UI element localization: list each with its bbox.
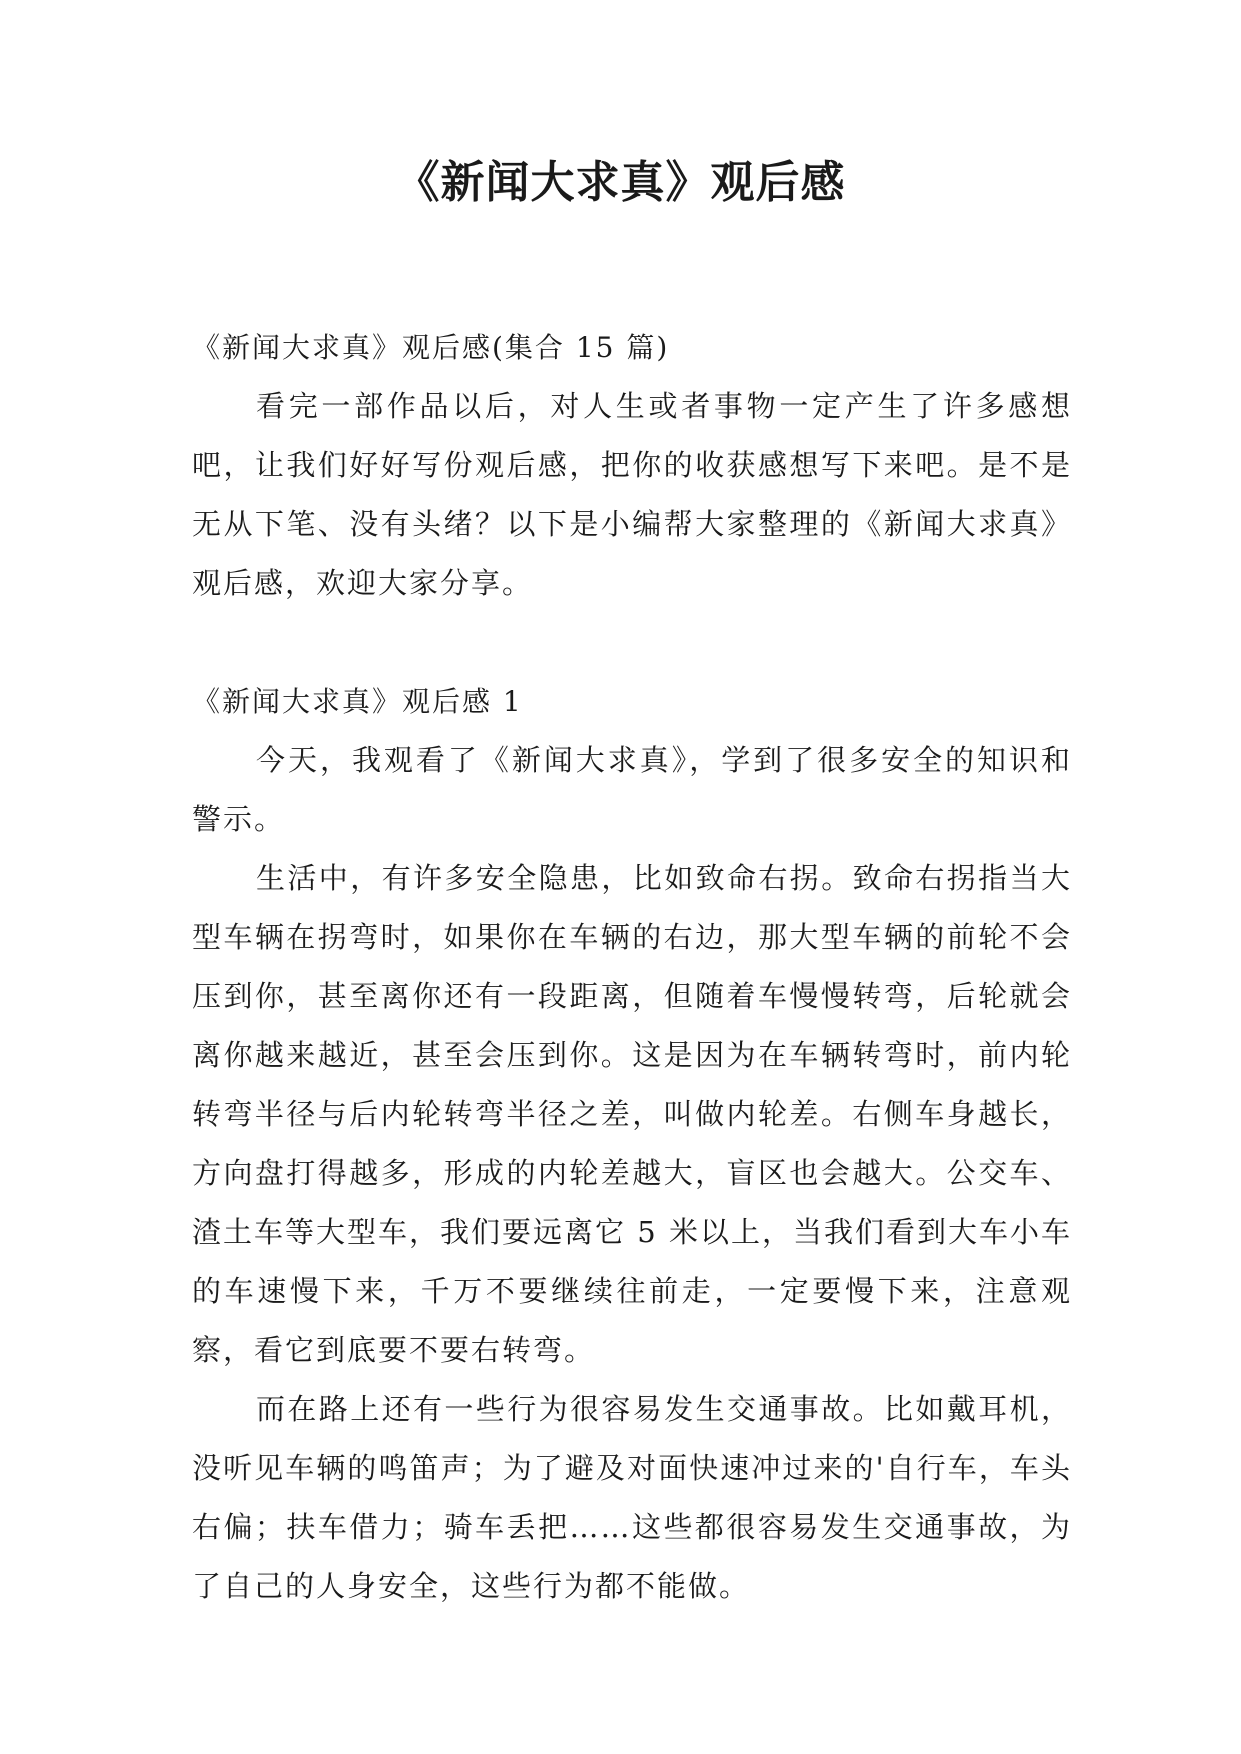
section-paragraph-2: 生活中，有许多安全隐患，比如致命右拐。致命右拐指当大型车辆在拐弯时，如果你在车辆的右边，那大型车辆的前轮不会压到你，甚至离你还有一段距离，但随着车慢慢转弯，后轮就会离你越来越近，甚至会压到你。这是因为在车辆转弯时，前内轮转弯半径与后内轮转弯半径之差，叫做内轮差。右侧车身越长，方向盘打得越多，形成的内轮差越大，盲区也会越大。公交车、渣土车等大型车，我们要远离它 5 米以上，当我们看到大车小车的车速慢下来，千万不要继续往前走，一定要慢下来，注意观察，看它到底要不要右转弯。 bbox=[192, 861, 1072, 1367]
document-body bbox=[192, 318, 1072, 1616]
collection-heading: 《新闻大求真》观后感(集合 15 篇) bbox=[192, 331, 670, 364]
section-heading: 《新闻大求真》观后感 1 bbox=[192, 685, 523, 718]
section-paragraph-1: 今天，我观看了《新闻大求真》，学到了很多安全的知识和警示。 bbox=[192, 743, 1072, 836]
section-spacer bbox=[192, 613, 1072, 672]
section-paragraph-3: 而在路上还有一些行为很容易发生交通事故。比如戴耳机，没听见车辆的鸣笛声；为了避及对面快速冲过来的'自行车，车头右偏；扶车借力；骑车丢把……这些都很容易发生交通事故，为了自己的人身安全，这些行为都不能做。 bbox=[192, 1392, 1072, 1603]
document-title: 《新闻大求真》观后感 bbox=[395, 157, 846, 208]
intro-paragraph: 看完一部作品以后，对人生或者事物一定产生了许多感想吧，让我们好好写份观后感，把你的收获感想写下来吧。是不是无从下笔、没有头绪？以下是小编帮大家整理的《新闻大求真》观后感，欢迎大家分享。 bbox=[192, 389, 1072, 600]
